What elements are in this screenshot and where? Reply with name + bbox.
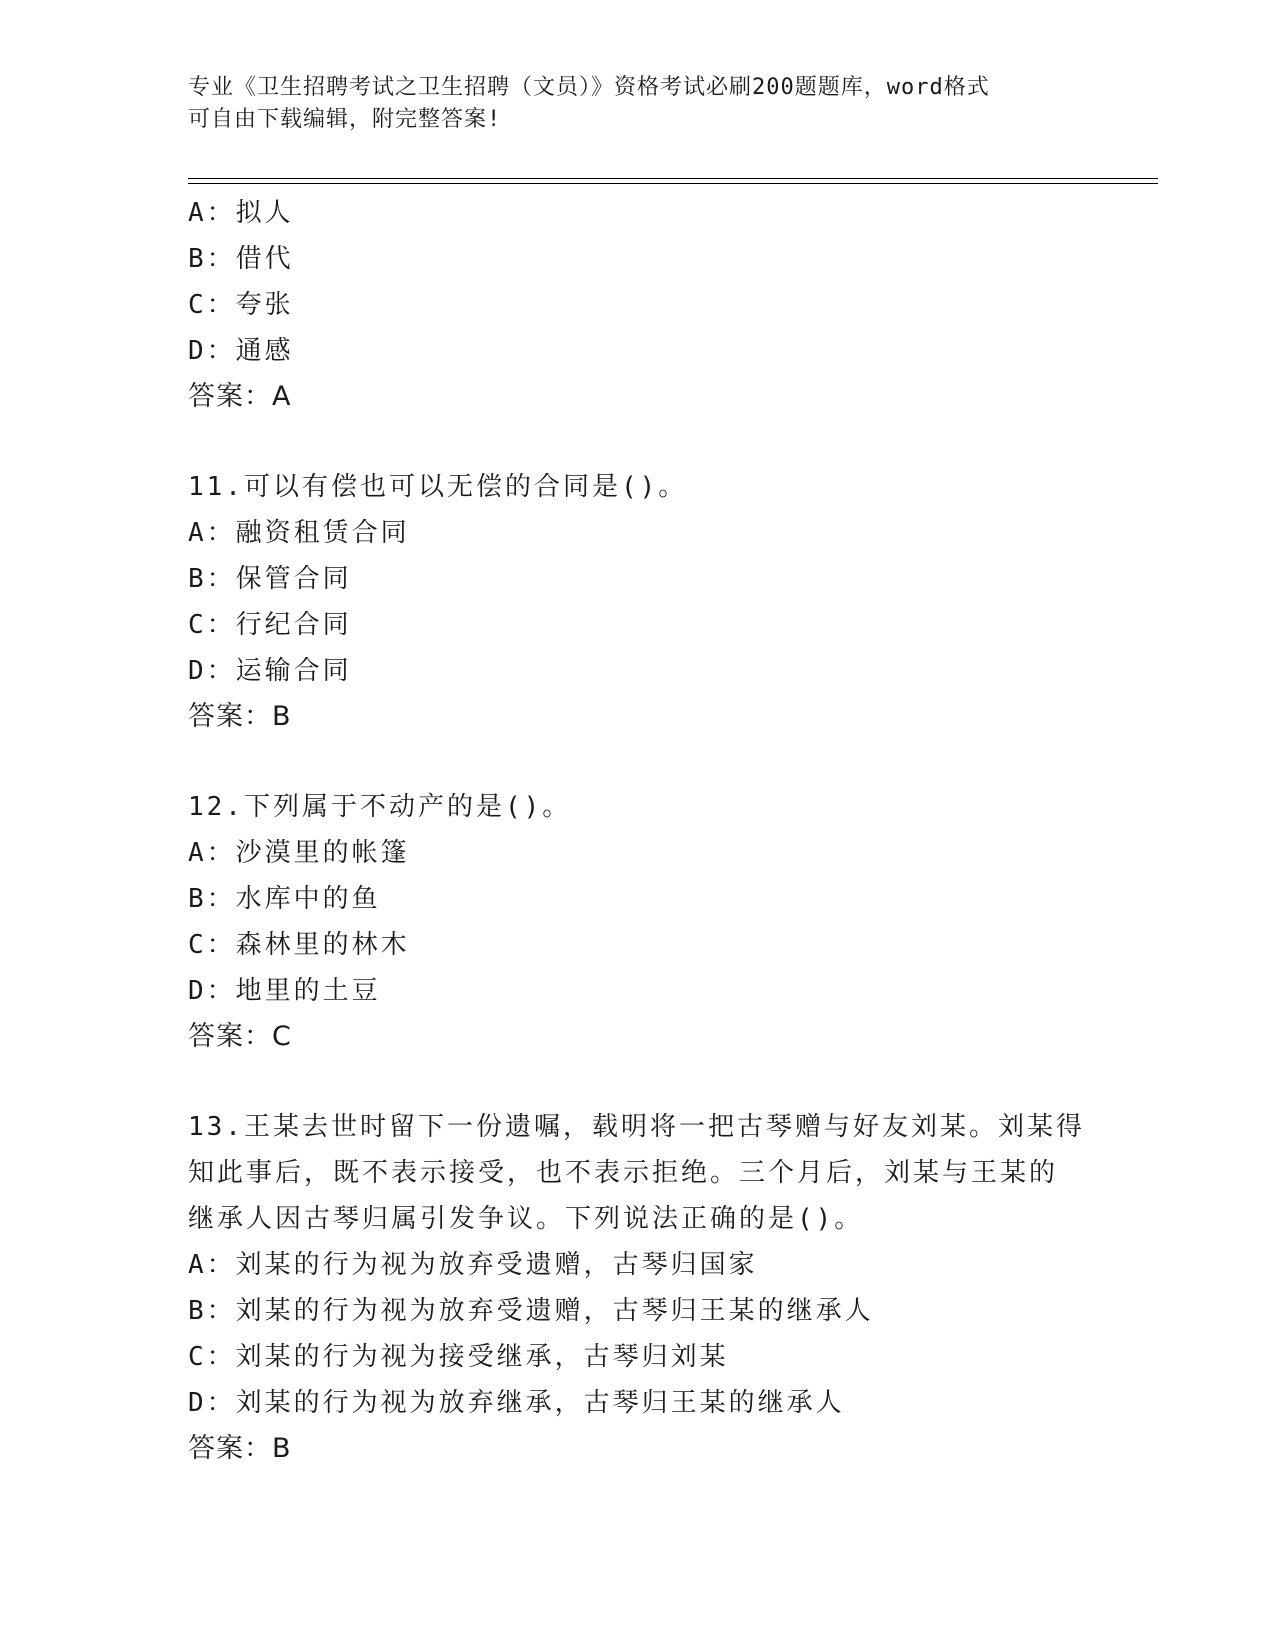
- question-line: 知此事后，既不表示接受，也不表示拒绝。三个月后，刘某与王某的: [188, 1158, 1059, 1188]
- question-block-12: [188, 784, 1088, 1060]
- header-line-2: 可自由下载编辑，附完整答案!: [188, 107, 502, 132]
- answer-line: 答案：B: [188, 701, 292, 732]
- option-a: A：刘某的行为视为放弃受遗赠，古琴归国家: [188, 1250, 758, 1280]
- option-d: D：运输合同: [188, 656, 352, 686]
- spacer: [188, 420, 1088, 464]
- option-b: B：保管合同: [188, 564, 352, 594]
- option-b: B：水库中的鱼: [188, 884, 381, 914]
- question-line: 12.下列属于不动产的是()。: [188, 792, 572, 822]
- spacer: [188, 1060, 1088, 1104]
- option-c: C：行纪合同: [188, 610, 352, 640]
- option-d: D：地里的土豆: [188, 976, 381, 1006]
- option-a: A：沙漠里的帐篷: [188, 838, 410, 868]
- question-line: 11.可以有偿也可以无偿的合同是()。: [188, 472, 688, 502]
- question-block-13: [188, 1104, 1088, 1472]
- header-line-1: 专业《卫生招聘考试之卫生招聘（文员）》资格考试必刷200题题库，word格式: [188, 75, 990, 100]
- question-stem: [188, 784, 1088, 830]
- spacer: [188, 740, 1088, 784]
- header-rule-bottom: [188, 183, 1158, 184]
- option-c: C：刘某的行为视为接受继承，古琴归刘某: [188, 1342, 729, 1372]
- option-b: B：刘某的行为视为放弃受遗赠，古琴归王某的继承人: [188, 1296, 874, 1326]
- option-d: D：通感: [188, 336, 294, 366]
- question-stem: [188, 464, 1088, 510]
- option-d: D：刘某的行为视为放弃继承，古琴归王某的继承人: [188, 1388, 845, 1418]
- option-b: B：借代: [188, 244, 294, 274]
- question-line: 13.王某去世时留下一份遗嘱，载明将一把古琴赠与好友刘某。刘某得: [188, 1112, 1085, 1142]
- question-block-10: [188, 190, 1088, 420]
- document-header: [188, 72, 1088, 136]
- header-rule-top: [188, 178, 1158, 179]
- answer-line: 答案：C: [188, 1021, 292, 1052]
- option-c: C：森林里的林木: [188, 930, 410, 960]
- question-content: [188, 190, 1088, 1472]
- option-a: A：融资租赁合同: [188, 518, 410, 548]
- option-a: A：拟人: [188, 198, 294, 228]
- answer-line: 答案：B: [188, 1433, 292, 1464]
- option-c: C：夸张: [188, 290, 294, 320]
- question-line: 继承人因古琴归属引发争议。下列说法正确的是()。: [188, 1204, 864, 1234]
- question-stem: [188, 1104, 1088, 1242]
- answer-line: 答案：A: [188, 381, 292, 412]
- question-block-11: [188, 464, 1088, 740]
